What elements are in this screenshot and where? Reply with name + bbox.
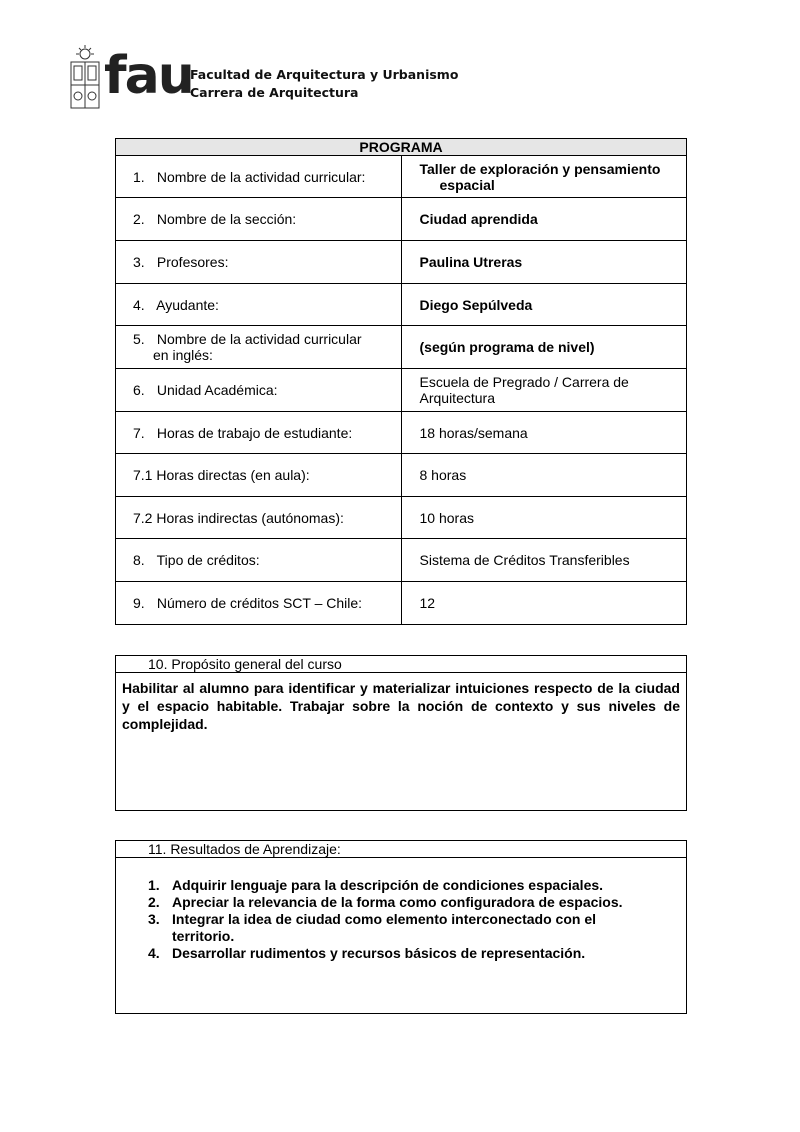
proposito-section	[115, 655, 687, 811]
faculty-line: Facultad de Arquitectura y Urbanismo	[190, 67, 459, 82]
row-value: 10 horas	[401, 497, 687, 539]
row-label: 7.2 Horas indirectas (autónomas):	[116, 497, 402, 539]
row-label: 7. Horas de trabajo de estudiante:	[116, 412, 402, 454]
row-value: Ciudad aprendida	[401, 198, 687, 241]
row-label: 4. Ayudante:	[116, 284, 402, 326]
table-row	[116, 369, 687, 412]
list-item: 1. Adquirir lenguaje para la descripción de condiciones espaciales.	[148, 877, 604, 893]
resultados-section	[115, 840, 687, 1014]
row-label: 8. Tipo de créditos:	[116, 539, 402, 582]
row-value: (según programa de nivel)	[401, 326, 687, 369]
row-label: 7.1 Horas directas (en aula):	[116, 454, 402, 497]
list-item: 2. Apreciar la relevancia de la forma como configuradora de espacios.	[148, 894, 623, 910]
proposito-heading: 10. Propósito general del curso	[116, 656, 686, 673]
faculty-name	[190, 66, 458, 102]
row-label: 6. Unidad Académica:	[116, 369, 402, 412]
resultados-heading: 11. Resultados de Aprendizaje:	[116, 841, 686, 858]
table-row	[116, 582, 687, 625]
resultados-list	[116, 877, 686, 962]
list-item: 4. Desarrollar rudimentos y recursos básicos de representación.	[148, 945, 586, 961]
row-label: 2. Nombre de la sección:	[116, 198, 402, 241]
row-label: 9. Número de créditos SCT – Chile:	[116, 582, 402, 625]
list-item: 3. Integrar la idea de ciudad como elemento interconectado con el territorio.	[148, 911, 596, 944]
row-value: Taller de exploración y pensamiento espacial	[401, 156, 687, 198]
row-value: Sistema de Créditos Transferibles	[401, 539, 687, 582]
programa-table	[115, 138, 687, 625]
table-row	[116, 156, 687, 198]
row-value: 12	[401, 582, 687, 625]
table-row	[116, 241, 687, 284]
university-seal-icon	[68, 44, 102, 110]
table-row	[116, 198, 687, 241]
row-value: 8 horas	[401, 454, 687, 497]
table-row	[116, 326, 687, 369]
row-label: 5. Nombre de la actividad curricular en inglés:	[116, 326, 402, 369]
proposito-text: Habilitar al alumno para identificar y materializar intuiciones respecto de la ciudad y el espacio habitable. Trabajar sobre la noción de contexto y sus niveles de complejidad.	[122, 680, 680, 732]
table-row	[116, 539, 687, 582]
table-row	[116, 284, 687, 326]
table-row	[116, 497, 687, 539]
table-row	[116, 454, 687, 497]
fau-logo: fau	[104, 46, 193, 106]
row-value: 18 horas/semana	[401, 412, 687, 454]
row-label: 3. Profesores:	[116, 241, 402, 284]
career-line: Carrera de Arquitectura	[190, 85, 359, 100]
row-value: Diego Sepúlveda	[401, 284, 687, 326]
row-label: 1. Nombre de la actividad curricular:	[116, 156, 402, 198]
row-value: Escuela de Pregrado / Carrera de Arquitectura	[401, 369, 687, 412]
row-value: Paulina Utreras	[401, 241, 687, 284]
table-row	[116, 412, 687, 454]
programa-title: PROGRAMA	[116, 139, 687, 156]
